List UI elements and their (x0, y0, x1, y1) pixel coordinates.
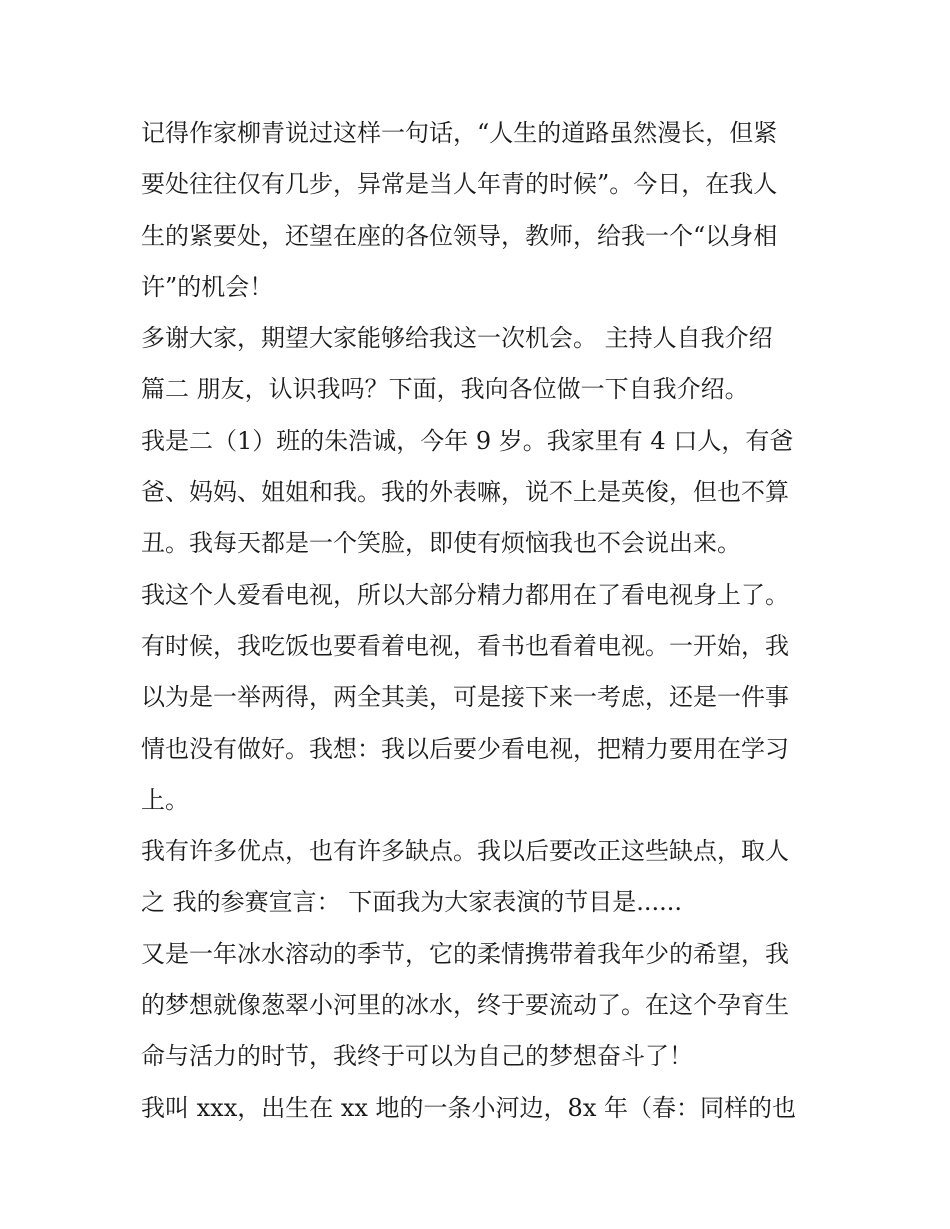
text-line: 要处往往仅有几步，异常是当人年青的时候”。今日，在我人 (141, 170, 778, 199)
text-line: 以为是一举两得，两全其美，可是接下来一考虑，还是一件事 (141, 683, 789, 712)
text-line: 的梦想就像葱翠小河里的冰水，终于要流动了。在这个孕育生 (141, 991, 789, 1020)
text-line: 我是二（1）班的朱浩诚，今年 9 岁。我家里有 4 口人，有爸 (141, 426, 794, 455)
text-line: 篇二 朋友，认识我吗？下面，我向各位做一下自我介绍。 (141, 375, 749, 404)
text-line: 多谢大家，期望大家能够给我这一次机会。 主持人自我介绍 (141, 324, 773, 353)
text-line: 之 我的参赛宣言： 下面我为大家表演的节目是...... (141, 888, 683, 917)
text-line: 又是一年冰水溶动的季节，它的柔情携带着我年少的希望，我 (141, 939, 789, 968)
text-line: 上。 (141, 785, 189, 814)
text-line: 爸、妈妈、姐姐和我。我的外表嘛，说不上是英俊，但也不算 (141, 478, 789, 507)
text-line: 我这个人爱看电视，所以大部分精力都用在了看电视身上了。 (141, 580, 789, 609)
text-line: 我有许多优点，也有许多缺点。我以后要改正这些缺点，取人 (141, 837, 789, 866)
text-line: 命与活力的时节，我终于可以为自己的梦想奋斗了！ (141, 1042, 693, 1071)
text-line: 有时候，我吃饭也要看着电视，看书也看着电视。一开始，我 (141, 631, 789, 660)
text-line: 生的紧要处，还望在座的各位领导，教师，给我一个“以身相 (141, 221, 778, 250)
body-text (141, 108, 821, 1134)
text-line: 许”的机会！ (141, 272, 274, 301)
text-line: 我叫 xxx，出生在 xx 地的一条小河边，8x 年（春：同样的也 (141, 1093, 796, 1122)
text-line: 情也没有做好。我想：我以后要少看电视，把精力要用在学习 (141, 734, 789, 763)
text-line: 丑。我每天都是一个笑脸，即使有烦恼我也不会说出来。 (141, 529, 741, 558)
text-line: 记得作家柳青说过这样一句话，“人生的道路虽然漫长，但紧 (141, 119, 778, 147)
